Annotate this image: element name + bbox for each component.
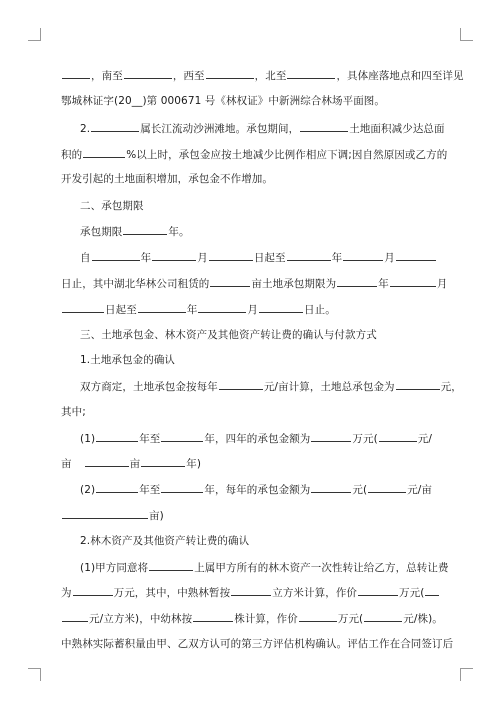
text-line: 双方商定，土地承包金按每年 元/亩计算，土地总承包金为 元，: [80, 381, 462, 393]
text-line: ，南至 ，西至 ，北至 ，具体座落地点和四至详见: [61, 68, 441, 83]
paragraph-line: 2. 属长江流动沙洲滩地。承包期间， 土地面积减少达总面: [80, 123, 445, 135]
crop-mark-bottom-right: [460, 668, 473, 681]
crop-mark-bottom-left: [28, 668, 41, 681]
text-line: 日止，其中湖北华林公司租赁的 亩土地承包期限为 年 月: [61, 278, 448, 290]
text-line: 自 年 月 日起至 年 月: [80, 250, 441, 265]
subsection-heading: 1.土地承包金的确认: [80, 354, 176, 366]
text-line: 亩): [61, 508, 441, 523]
text-line: 元/立方米)，中幼林按 株计算，作价 万元( 元/株)。: [61, 611, 441, 626]
text-line: (1)甲方同意将 上属甲方所有的林木资产一次性转让给乙方，总转让费: [80, 562, 449, 574]
text-line: (2) 年至 年，每年的承包金额为 元( 元/亩: [80, 484, 433, 496]
text-line: 为 万元，其中，中熟林暂按 立方米计算，作价 万元(: [61, 585, 441, 600]
text-line: 中熟林实际蓄积量由甲、乙双方认可的第三方评估机构确认。评估工作在合同签订后: [61, 638, 454, 650]
text-line: 积的 %以上时，承包金应按土地减少比例作相应下调;因自然原因或乙方的: [61, 149, 448, 161]
text-line: 承包期限 年。: [80, 226, 190, 238]
text-line: 开发引起的土地面积增加，承包金不作增加。: [61, 173, 273, 185]
text-line: (1) 年至 年，四年的承包金额为 万元( 元/: [80, 433, 433, 445]
text-line: 亩 亩 年): [61, 458, 202, 470]
crop-mark-top-left: [28, 28, 41, 41]
crop-mark-top-right: [460, 28, 473, 41]
text-line: 其中;: [61, 406, 86, 418]
subsection-heading: 2.林木资产及其他资产转让费的确认: [80, 535, 250, 547]
section-heading: 二、承包期限: [80, 200, 144, 212]
text-line: 鄂城林证字(20__)第 000671 号《林权证》中新洲综合林场平面图。: [61, 95, 386, 107]
text-line: 日起至 年 月 日止。: [61, 302, 441, 317]
section-heading: 三、土地承包金、林木资产及其他资产转让费的确认与付款方式: [80, 329, 377, 341]
